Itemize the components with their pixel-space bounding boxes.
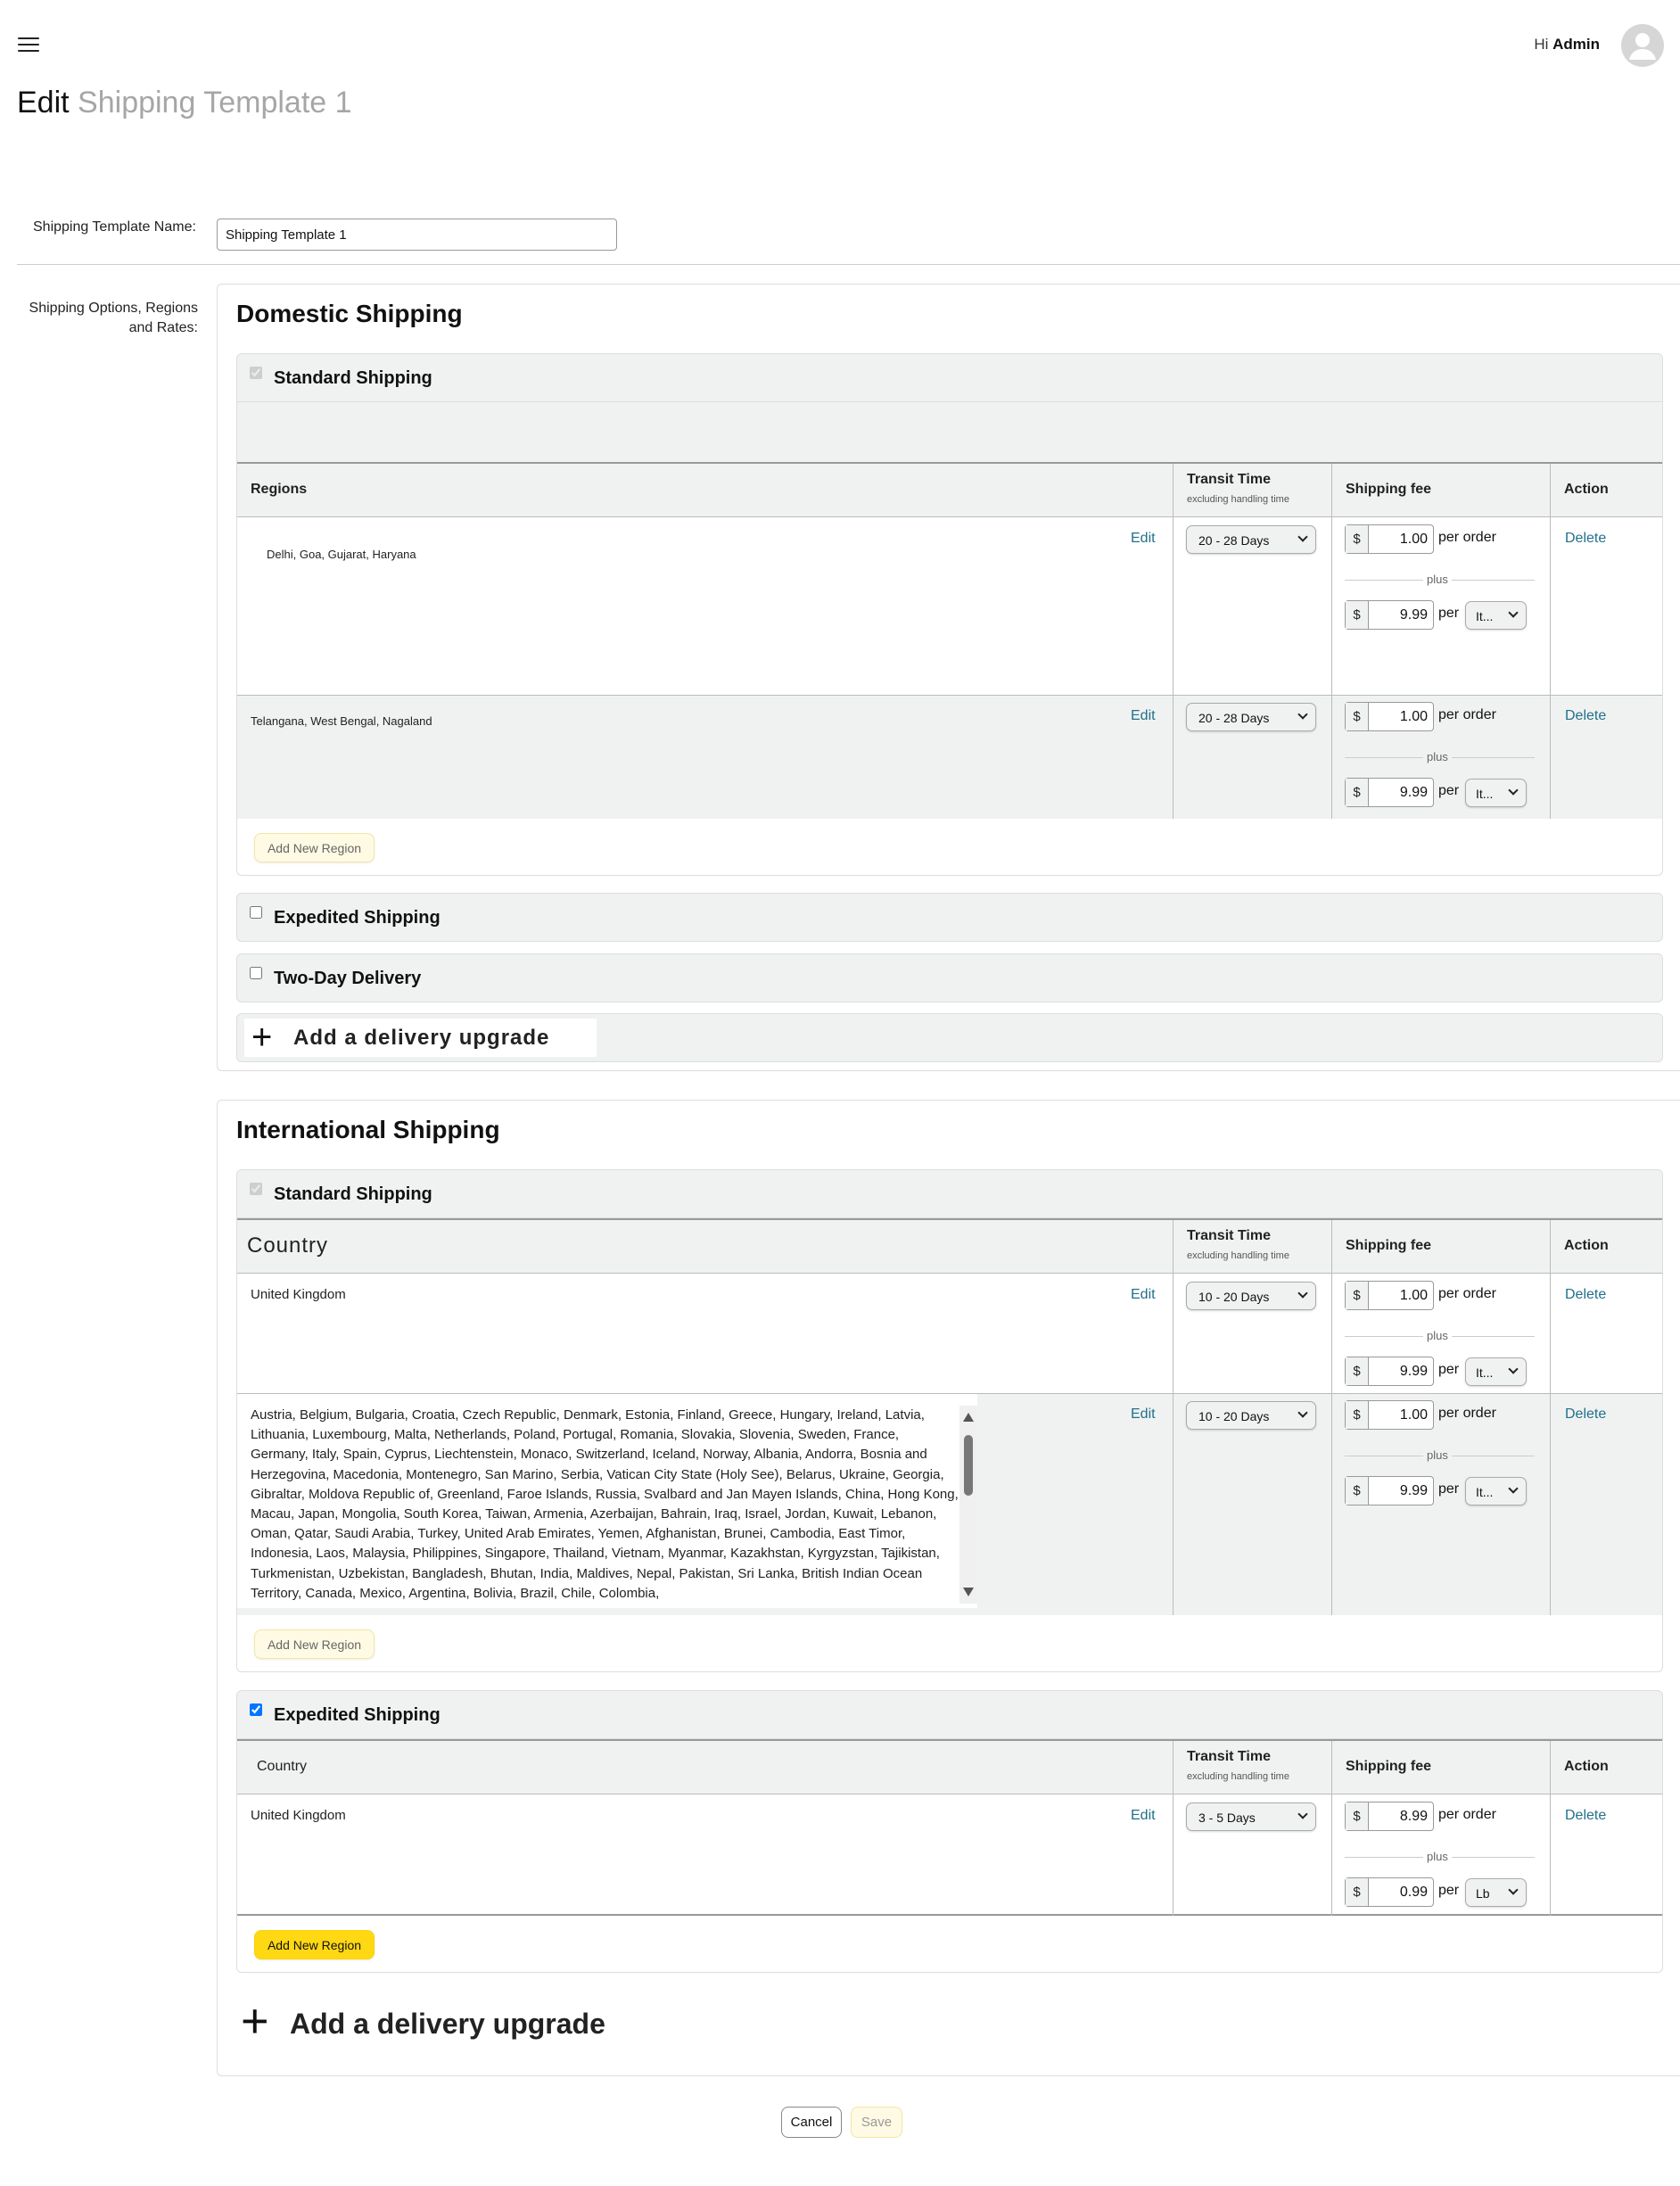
unit-fee-input[interactable] (1370, 1878, 1433, 1906)
transit-time-select[interactable] (1186, 525, 1316, 554)
unit-fee-field[interactable] (1345, 778, 1434, 807)
region-list: Delhi, Goa, Gujarat, Haryana (267, 548, 416, 561)
fee-header-label: Shipping fee (1346, 482, 1431, 497)
currency-symbol: $ (1346, 1401, 1369, 1429)
currency-symbol: $ (1346, 779, 1369, 806)
domestic-expedited-label: Expedited Shipping (274, 908, 441, 928)
plus-icon: + (241, 1994, 269, 2048)
user-greeting (1534, 36, 1600, 54)
unit-value: It... (1476, 609, 1494, 623)
per-label: per (1438, 1883, 1460, 1898)
transit-header (1173, 1741, 1331, 1794)
edit-region-link[interactable]: Edit (1131, 708, 1156, 723)
transit-time-select[interactable] (1186, 1802, 1316, 1831)
edit-region-link[interactable]: Edit (1131, 531, 1156, 546)
chevron-down-icon (1508, 607, 1518, 617)
chevron-down-icon (1297, 532, 1307, 541)
transit-time-select[interactable] (1186, 1401, 1316, 1430)
order-fee-input[interactable] (1370, 1282, 1433, 1309)
intl-expedited-label: Expedited Shipping (274, 1705, 441, 1725)
domestic-shipping-title: Domestic Shipping (236, 300, 463, 327)
per-label: per (1438, 606, 1460, 621)
currency-symbol: $ (1346, 601, 1369, 629)
scroll-up-icon[interactable] (963, 1413, 974, 1422)
intl-expedited-header (236, 1690, 1663, 1739)
delete-region-link[interactable]: Delete (1565, 1406, 1607, 1422)
transit-time-value: 20 - 28 Days (1198, 711, 1270, 725)
international-shipping-section (217, 1100, 1680, 2076)
chevron-down-icon (1508, 1483, 1518, 1493)
user-name: Admin (1552, 36, 1600, 53)
currency-symbol: $ (1346, 1802, 1369, 1830)
order-fee-input[interactable] (1370, 1802, 1433, 1830)
unit-fee-input[interactable] (1370, 1357, 1433, 1385)
region-list: Telangana, West Bengal, Nagaland (251, 714, 432, 728)
domestic-two-day-label: Two-Day Delivery (274, 969, 422, 988)
domestic-shipping-section (217, 284, 1680, 1071)
transit-header-label: Transit Time (1187, 1228, 1271, 1243)
chevron-down-icon (1508, 1885, 1518, 1894)
chevron-down-icon (1508, 1364, 1518, 1373)
transit-header-sub: excluding handling time (1187, 1771, 1289, 1782)
currency-symbol: $ (1346, 1357, 1369, 1385)
add-delivery-upgrade-button[interactable] (244, 1019, 597, 1057)
transit-time-select[interactable] (1186, 1282, 1316, 1310)
unit-select[interactable] (1465, 1477, 1527, 1505)
panel-spacer (237, 402, 1662, 462)
action-header (1550, 1741, 1664, 1794)
action-header-label: Action (1564, 1759, 1609, 1774)
add-new-region-button[interactable]: Add New Region (254, 833, 375, 862)
currency-symbol: $ (1346, 1282, 1369, 1309)
unit-fee-input[interactable] (1370, 601, 1433, 629)
international-shipping-title: International Shipping (236, 1116, 500, 1143)
template-name-input[interactable] (217, 219, 617, 251)
chevron-down-icon (1297, 1809, 1307, 1819)
country-list: Austria, Belgium, Bulgaria, Croatia, Czech Republic, Denmark, Estonia, Finland, Greece, Hungary, Ireland, Latvia, Lithuania, Luxembourg, Malta, Netherlands, Poland, Portugal, Romania, Slovakia, Slovenia, Sweden, France, Germany, Italy, Spain, Cyprus, Liechtenstein, Monaco, Switzerland, Iceland, Norway, Albania, Andorra, Bosnia and Herzegovina, Macedonia, Montenegro, San Marino, Serbia, Vatican City State (Holy See), Belarus, Ukraine, Georgia, Gibraltar, Moldova Republic of, Greenland, Faroe Islands, Russia, Svalbard and Jan Mayen Islands, China, Hong Kong, Macau, Japan, Mongolia, South Korea, Taiwan, Armenia, Azerbaijan, Bahrain, Iraq, Israel, Jordan, Kuwait, Lebanon, Oman, Qatar, Saudi Arabia, Turkey, United Arab Emirates, Yemen, Afghanistan, Brunei, Cambodia, East Timor, Indonesia, Laos, Malaysia, Philippines, Singapore, Thailand, Vietnam, Myanmar, Kazakhstan, Kyrgyzstan, Tajikistan, Turkmenistan, Uzbekistan, Bangladesh, Bhutan, India, Maldives, Nepal, Pakistan, Sri Lanka, British Indian Ocean Territory, Canada, Mexico, Argentina, Bolivia, Brazil, Chile, Colombia, (251, 1407, 959, 1601)
unit-select[interactable] (1465, 779, 1527, 807)
domestic-upgrade-bar (236, 1013, 1663, 1062)
intl-expedited-table (237, 1739, 1662, 1916)
unit-select[interactable] (1465, 1878, 1527, 1907)
chevron-down-icon (1297, 1407, 1307, 1417)
avatar[interactable] (1621, 24, 1664, 67)
order-fee-input[interactable] (1370, 525, 1433, 553)
page-title-prefix: Edit (17, 86, 70, 120)
unit-fee-field[interactable] (1345, 600, 1434, 630)
order-fee-field[interactable] (1345, 524, 1434, 554)
intl-standard-shipping-header (236, 1169, 1663, 1218)
intl-standard-checkbox[interactable] (250, 1183, 262, 1195)
domestic-standard-shipping-header (236, 353, 1663, 402)
unit-select[interactable] (1465, 601, 1527, 630)
divider (17, 264, 1680, 265)
plus-label: plus (1423, 573, 1452, 586)
template-name-label: Shipping Template Name: (33, 219, 196, 235)
intl-expedited-checkbox[interactable] (250, 1703, 262, 1716)
unit-fee-input[interactable] (1370, 779, 1433, 806)
intl-standard-label: Standard Shipping (274, 1184, 432, 1204)
action-header-label: Action (1564, 1238, 1609, 1253)
per-label: per (1438, 783, 1460, 798)
chevron-down-icon (1508, 785, 1518, 795)
action-header (1550, 1220, 1664, 1273)
table-header (237, 1220, 1662, 1274)
order-fee-input[interactable] (1370, 1401, 1433, 1429)
fee-header (1331, 464, 1550, 516)
scrollbar[interactable] (959, 1406, 977, 1604)
edit-region-link[interactable]: Edit (1131, 1808, 1156, 1823)
domestic-two-day-checkbox[interactable] (250, 967, 262, 979)
transit-header (1173, 1220, 1331, 1273)
menu-icon[interactable] (18, 37, 39, 55)
currency-symbol: $ (1346, 525, 1369, 553)
fee-header-label: Shipping fee (1346, 1759, 1431, 1774)
action-header (1550, 464, 1664, 516)
unit-fee-input[interactable] (1370, 1477, 1433, 1505)
per-order-label: per order (1438, 1286, 1496, 1301)
per-order-label: per order (1438, 530, 1496, 545)
intl-expedited-panel (236, 1739, 1663, 1973)
domestic-standard-table (237, 462, 1662, 819)
country-header: Country (247, 1233, 329, 1258)
transit-header-label: Transit Time (1187, 472, 1271, 487)
table-row (237, 517, 1662, 696)
transit-header-sub: excluding handling time (1187, 1250, 1289, 1261)
page-title (17, 86, 352, 120)
order-fee-input[interactable] (1370, 703, 1433, 730)
user-icon (1621, 24, 1664, 67)
add-delivery-upgrade-label: Add a delivery upgrade (290, 2008, 605, 2040)
plus-label: plus (1423, 1448, 1452, 1462)
unit-value: It... (1476, 787, 1494, 801)
fee-header-label: Shipping fee (1346, 1238, 1431, 1253)
fee-header (1331, 1220, 1550, 1273)
table-row (237, 696, 1662, 819)
greeting-text: Hi (1534, 36, 1549, 53)
transit-header-label: Transit Time (1187, 1749, 1271, 1764)
country-list: United Kingdom (251, 1287, 346, 1302)
order-fee-field[interactable] (1345, 1281, 1434, 1310)
unit-fee-field[interactable] (1345, 1357, 1434, 1386)
save-button[interactable]: Save (851, 2107, 902, 2138)
currency-symbol: $ (1346, 1878, 1369, 1906)
order-fee-field[interactable] (1345, 702, 1434, 731)
table-row (237, 1274, 1662, 1394)
transit-time-value: 10 - 20 Days (1198, 1409, 1270, 1423)
order-fee-field[interactable] (1345, 1802, 1434, 1831)
domestic-standard-label: Standard Shipping (274, 368, 432, 388)
add-delivery-upgrade-label: Add a delivery upgrade (293, 1026, 550, 1050)
per-order-label: per order (1438, 707, 1496, 722)
add-new-region-button[interactable]: Add New Region (254, 1930, 375, 1959)
plus-label: plus (1423, 1850, 1452, 1863)
unit-select[interactable] (1465, 1357, 1527, 1386)
intl-standard-panel (236, 1218, 1663, 1672)
add-new-region-button[interactable]: Add New Region (254, 1629, 375, 1659)
domestic-standard-checkbox[interactable] (250, 367, 262, 379)
regions-header: Regions (251, 482, 308, 497)
delete-region-link[interactable]: Delete (1565, 708, 1607, 723)
table-row (237, 1394, 1662, 1615)
table-header (237, 1741, 1662, 1794)
shipping-options-label: Shipping Options, Regions and Rates: (29, 301, 198, 335)
currency-symbol: $ (1346, 703, 1369, 730)
intl-standard-table (237, 1218, 1662, 1615)
domestic-expedited-checkbox[interactable] (250, 906, 262, 919)
per-order-label: per order (1438, 1406, 1496, 1421)
transit-time-select[interactable] (1186, 703, 1316, 731)
delete-region-link[interactable]: Delete (1565, 531, 1607, 546)
scroll-down-icon[interactable] (963, 1588, 974, 1596)
domestic-two-day-header (236, 953, 1663, 1002)
cancel-button[interactable]: Cancel (781, 2107, 842, 2138)
transit-time-value: 10 - 20 Days (1198, 1290, 1270, 1304)
unit-fee-field[interactable] (1345, 1877, 1434, 1907)
transit-time-value: 3 - 5 Days (1198, 1811, 1256, 1825)
country-list: United Kingdom (251, 1808, 346, 1823)
plus-icon: + (251, 1018, 273, 1057)
unit-value: It... (1476, 1485, 1494, 1499)
per-order-label: per order (1438, 1807, 1496, 1822)
add-delivery-upgrade-button[interactable] (241, 1994, 624, 2048)
fee-header (1331, 1741, 1550, 1794)
plus-label: plus (1423, 750, 1452, 763)
edit-region-link[interactable]: Edit (1131, 1287, 1156, 1302)
edit-region-link[interactable]: Edit (1131, 1406, 1156, 1422)
plus-label: plus (1423, 1329, 1452, 1342)
chevron-down-icon (1297, 709, 1307, 719)
domestic-expedited-header (236, 893, 1663, 942)
unit-value: It... (1476, 1365, 1494, 1380)
per-label: per (1438, 1481, 1460, 1497)
country-header: Country (257, 1759, 308, 1774)
per-label: per (1438, 1362, 1460, 1377)
unit-fee-field[interactable] (1345, 1476, 1434, 1505)
country-list-scroll[interactable] (237, 1394, 977, 1608)
action-header-label: Action (1564, 482, 1609, 497)
table-header (237, 464, 1662, 517)
order-fee-field[interactable] (1345, 1400, 1434, 1430)
transit-time-value: 20 - 28 Days (1198, 533, 1270, 548)
transit-header (1173, 464, 1331, 516)
domestic-standard-panel (236, 402, 1663, 876)
delete-region-link[interactable]: Delete (1565, 1808, 1607, 1823)
currency-symbol: $ (1346, 1477, 1369, 1505)
table-row (237, 1794, 1662, 1916)
transit-header-sub: excluding handling time (1187, 494, 1289, 505)
delete-region-link[interactable]: Delete (1565, 1287, 1607, 1302)
page-title-name: Shipping Template 1 (78, 86, 352, 120)
scroll-thumb[interactable] (964, 1435, 973, 1496)
chevron-down-icon (1297, 1288, 1307, 1298)
unit-value: Lb (1476, 1886, 1490, 1901)
